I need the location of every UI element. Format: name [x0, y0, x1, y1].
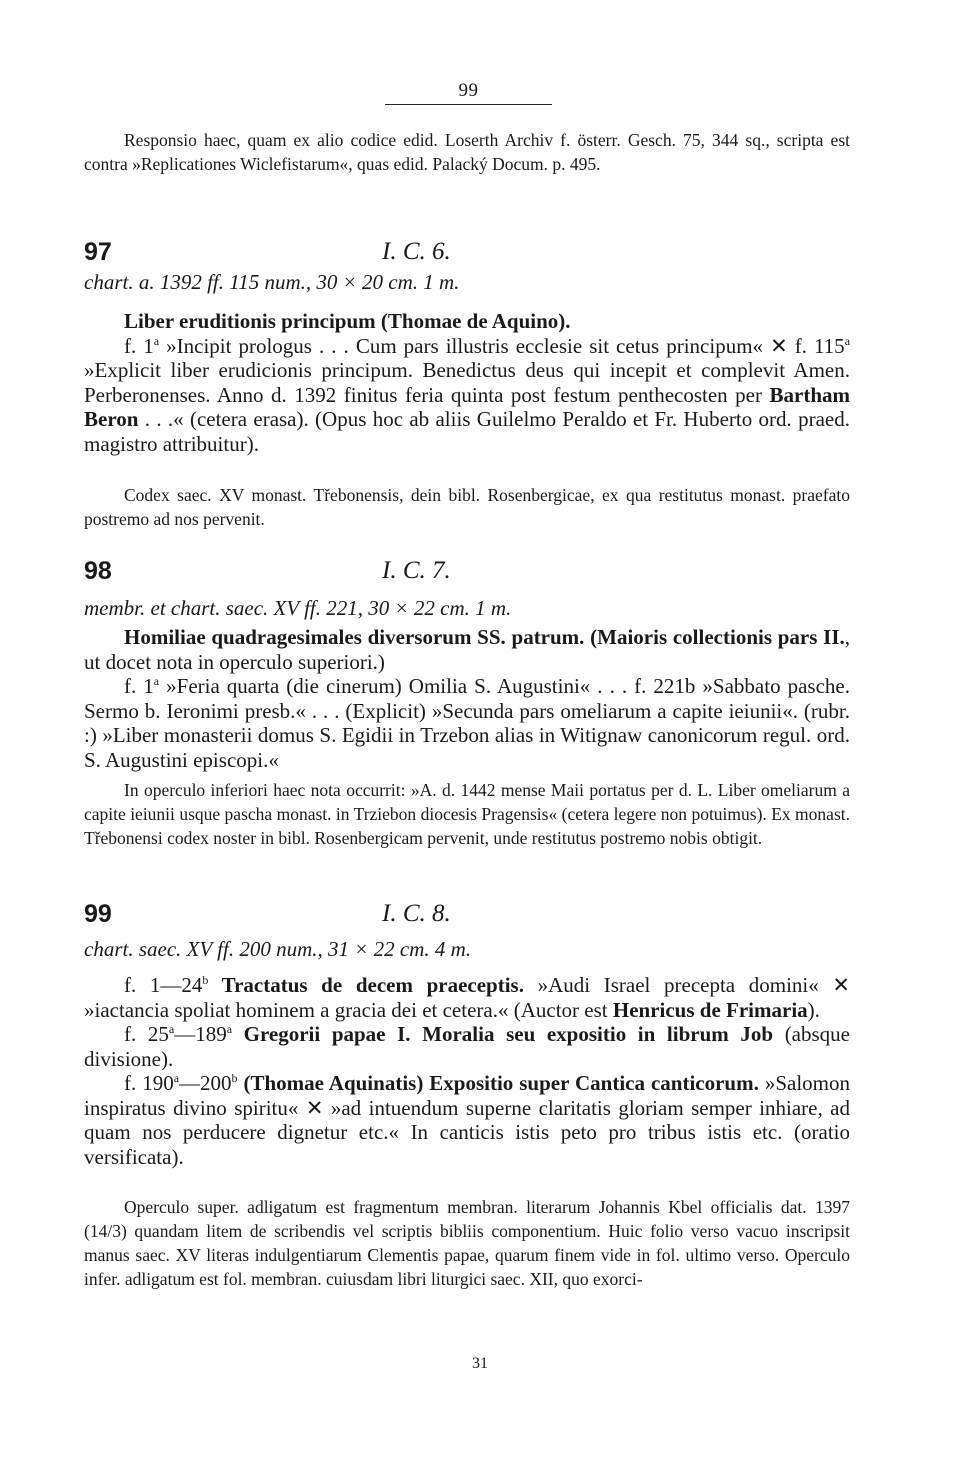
entry-97-body	[84, 309, 850, 456]
entry-99-heading	[84, 900, 850, 936]
note-text: Codex saec. XV monast. Třebonensis, dein bibl. Rosenbergicae, ex qua restitutus monast. praefato postremo ad nos pervenit.	[84, 485, 850, 529]
entry-98-body	[84, 625, 850, 772]
physical-description: chart. saec. XV ff. 200 num., 31 × 22 cm. 4 m.	[84, 937, 472, 961]
shelfmark: I. C. 8.	[382, 900, 451, 927]
note-text: In operculo inferiori haec nota occurrit: »A. d. 1442 mense Maii portatus per d. L. Liber omeliarum a capite ieiunii usque pascha monast. in Trziebon diocesis Pragensis« (cetera legere non potuimus). Ex monast. Třebonensi codex noster in bibl. Rosenbergicam pervenit, unde restitutus postremo nobis obtigit.	[84, 780, 850, 848]
entry-number: 99	[84, 900, 112, 928]
entry-title: Homiliae quadragesimales diversorum SS. patrum. (Maioris collectionis pars II., ut docet nota in operculo superiori.)	[84, 625, 850, 674]
page-number: 99	[458, 80, 479, 101]
entry-97-note	[84, 483, 850, 531]
content-item: f. 190$^a$—200$^b$ (Thomae Aquinatis) Expositio super Cantica canticorum. »Salomon inspiratus divino spiritu« ✕ »ad intuendum superne claritatis gloriam semper inhiare, ad quam nos perducere dignetur etc.« In canticis istis peto pro tribus istis etc. (oratio versificata).	[84, 1071, 850, 1169]
intro-note-text: Responsio haec, quam ex alio codice edid. Loserth Archiv f. österr. Gesch. 75, 344 sq., scripta est contra »Replicationes Wiclefistarum«, quas edid. Palacký Docum. p. 495.	[84, 130, 850, 174]
entry-title: Liber eruditionis principum (Thomae de Aquino).	[124, 309, 571, 333]
entry-98-note	[84, 778, 850, 850]
intro-note	[84, 128, 850, 176]
signature-mark: 31	[472, 1355, 488, 1372]
shelfmark: I. C. 7.	[382, 557, 451, 584]
note-text: Operculo super. adligatum est fragmentum membran. literarum Johannis Kbel officialis dat. 1397 (14/3) quandam litem de scribendis vel scriptis bibliis componentium. Huic folio verso vacuo inscripsit manus saec. XV literas indulgentiarum Clementis papae, quarum finem vide in fol. ultimo verso. Operculo infer. adligatum est fol. membran. cuiusdam libri liturgici saec. XII, quo exorci-	[84, 1197, 850, 1289]
entry-99-body	[84, 973, 850, 1169]
entry-number: 98	[84, 557, 112, 585]
entry-98-heading	[84, 557, 850, 593]
entry-99-note	[84, 1195, 850, 1291]
shelfmark: I. C. 6.	[382, 238, 451, 265]
entry-number: 97	[84, 238, 112, 266]
entry-content: f. 1$^a$ »Incipit prologus . . . Cum pars illustris ecclesie sit cetus principum« ✕ f. 115$^a$ »Explicit liber erudicionis principum. Benedictus deus qui incepit et complevit Amen. Perberonenses. Anno d. 1392 finitus feria quinta post festum penthecosten per Bartham Beron . . .« (cetera erasa). (Opus hoc ab aliis Guilelmo Peraldo et Fr. Huberto ord. praed. magistro attribuitur).	[84, 333, 851, 456]
entry-97-heading	[84, 238, 850, 274]
physical-description: chart. a. 1392 ff. 115 num., 30 × 20 cm. 1 m.	[84, 270, 460, 294]
entry-content: f. 1$^a$ »Feria quarta (die cinerum) Omilia S. Augustini« . . . f. 221b »Sabbato pasche. Sermo b. Ieronimi presb.« . . . (Explicit) »Secunda pars omeliarum a capite ieiunii«. (rubr. :) »Liber monasterii domus S. Egidii in Trzebon alias in Witignaw canonicorum regul. ord. S. Augustini episcopi.«	[84, 674, 850, 772]
content-item: f. 1—24$^b$ Tractatus de decem praeceptis. »Audi Israel precepta domini« ✕ »iactancia spoliat hominem a gracia dei et cetera.« (Auctor est Henricus de Frimaria).	[84, 973, 850, 1022]
physical-description: membr. et chart. saec. XV ff. 221, 30 × 22 cm. 1 m.	[84, 596, 512, 620]
header-rule	[385, 104, 552, 105]
content-item: f. 25$^a$—189$^a$ Gregorii papae I. Moralia seu expositio in librum Job (absque divisione).	[84, 1022, 850, 1071]
